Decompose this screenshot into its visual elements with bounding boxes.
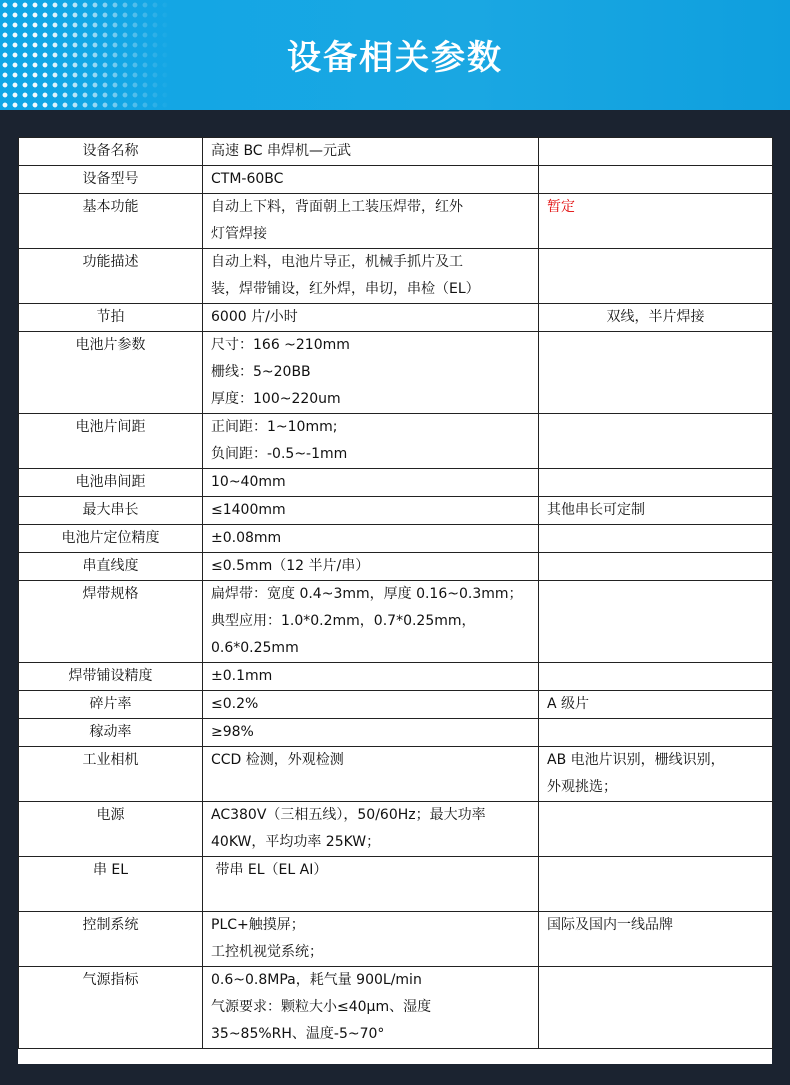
row-label: 焊带规格 bbox=[19, 581, 203, 663]
table-row bbox=[19, 691, 773, 719]
row-label: 串 EL bbox=[19, 857, 203, 912]
row-value: 自动上料，电池片导正，机械手抓片及工 装，焊带铺设，红外焊，串切，串检（EL） bbox=[203, 249, 539, 304]
table-row bbox=[19, 553, 773, 581]
row-note bbox=[539, 166, 773, 194]
table-row bbox=[19, 581, 773, 663]
row-value: 自动上下料，背面朝上工装压焊带，红外 灯管焊接 bbox=[203, 194, 539, 249]
table-row bbox=[19, 194, 773, 249]
row-value: ≤0.2% bbox=[203, 691, 539, 719]
row-value: AC380V（三相五线），50/60Hz；最大功率 40KW，平均功率 25KW； bbox=[203, 802, 539, 857]
table-row bbox=[19, 304, 773, 332]
row-label: 设备名称 bbox=[19, 138, 203, 166]
table-row bbox=[19, 332, 773, 414]
row-label: 功能描述 bbox=[19, 249, 203, 304]
row-value: ±0.08mm bbox=[203, 525, 539, 553]
row-value: ±0.1mm bbox=[203, 663, 539, 691]
row-label: 电池片定位精度 bbox=[19, 525, 203, 553]
table-row bbox=[19, 747, 773, 802]
table-row bbox=[19, 663, 773, 691]
row-label: 电池串间距 bbox=[19, 469, 203, 497]
row-note bbox=[539, 967, 773, 1049]
row-label: 焊带铺设精度 bbox=[19, 663, 203, 691]
row-note bbox=[539, 249, 773, 304]
row-label: 工业相机 bbox=[19, 747, 203, 802]
table-row bbox=[19, 166, 773, 194]
row-label: 控制系统 bbox=[19, 912, 203, 967]
row-value: 10~40mm bbox=[203, 469, 539, 497]
row-note: AB 电池片识别，栅线识别， 外观挑选； bbox=[539, 747, 773, 802]
row-value: 带串 EL（EL AI） bbox=[203, 857, 539, 912]
row-note bbox=[539, 719, 773, 747]
row-value: 正间距：1~10mm; 负间距：-0.5~-1mm bbox=[203, 414, 539, 469]
table-row bbox=[19, 912, 773, 967]
row-value: 6000 片/小时 bbox=[203, 304, 539, 332]
row-value: 尺寸：166 ~210mm 栅线：5~20BB 厚度：100~220um bbox=[203, 332, 539, 414]
row-note bbox=[539, 469, 773, 497]
row-value: 高速 BC 串焊机—元武 bbox=[203, 138, 539, 166]
row-label: 电池片参数 bbox=[19, 332, 203, 414]
table-row bbox=[19, 525, 773, 553]
row-note bbox=[539, 414, 773, 469]
spec-table bbox=[18, 137, 773, 1049]
row-value: ≥98% bbox=[203, 719, 539, 747]
row-note: 国际及国内一线品牌 bbox=[539, 912, 773, 967]
row-note: 其他串长可定制 bbox=[539, 497, 773, 525]
row-note bbox=[539, 857, 773, 912]
row-label: 最大串长 bbox=[19, 497, 203, 525]
row-label: 设备型号 bbox=[19, 166, 203, 194]
row-note bbox=[539, 332, 773, 414]
row-note: 暂定 bbox=[539, 194, 773, 249]
row-value: ≤1400mm bbox=[203, 497, 539, 525]
row-note bbox=[539, 138, 773, 166]
row-value: CCD 检测，外观检测 bbox=[203, 747, 539, 802]
row-label: 碎片率 bbox=[19, 691, 203, 719]
row-label: 稼动率 bbox=[19, 719, 203, 747]
table-row bbox=[19, 967, 773, 1049]
table-row bbox=[19, 469, 773, 497]
row-label: 电池片间距 bbox=[19, 414, 203, 469]
spec-table-panel bbox=[18, 137, 772, 1064]
row-note: 双线，半片焊接 bbox=[539, 304, 773, 332]
row-note bbox=[539, 663, 773, 691]
row-note bbox=[539, 581, 773, 663]
page-header bbox=[0, 0, 790, 110]
row-note bbox=[539, 553, 773, 581]
row-note: A 级片 bbox=[539, 691, 773, 719]
table-row bbox=[19, 249, 773, 304]
row-label: 串直线度 bbox=[19, 553, 203, 581]
row-note bbox=[539, 802, 773, 857]
row-label: 基本功能 bbox=[19, 194, 203, 249]
row-value: 扁焊带：宽度 0.4~3mm，厚度 0.16~0.3mm； 典型应用：1.0*0.2mm，0.7*0.25mm， 0.6*0.25mm bbox=[203, 581, 539, 663]
row-value: 0.6~0.8MPa，耗气量 900L/min 气源要求：颗粒大小≤40μm、湿度 35~85%RH、温度-5~70° bbox=[203, 967, 539, 1049]
table-row bbox=[19, 857, 773, 912]
row-label: 气源指标 bbox=[19, 967, 203, 1049]
row-note bbox=[539, 525, 773, 553]
table-row bbox=[19, 138, 773, 166]
row-value: CTM-60BC bbox=[203, 166, 539, 194]
table-row bbox=[19, 414, 773, 469]
row-label: 电源 bbox=[19, 802, 203, 857]
row-label: 节拍 bbox=[19, 304, 203, 332]
row-value: PLC+触摸屏； 工控机视觉系统； bbox=[203, 912, 539, 967]
table-row bbox=[19, 497, 773, 525]
page-title: 设备相关参数 bbox=[287, 38, 503, 78]
row-value: ≤0.5mm（12 半片/串） bbox=[203, 553, 539, 581]
table-row bbox=[19, 802, 773, 857]
table-row bbox=[19, 719, 773, 747]
